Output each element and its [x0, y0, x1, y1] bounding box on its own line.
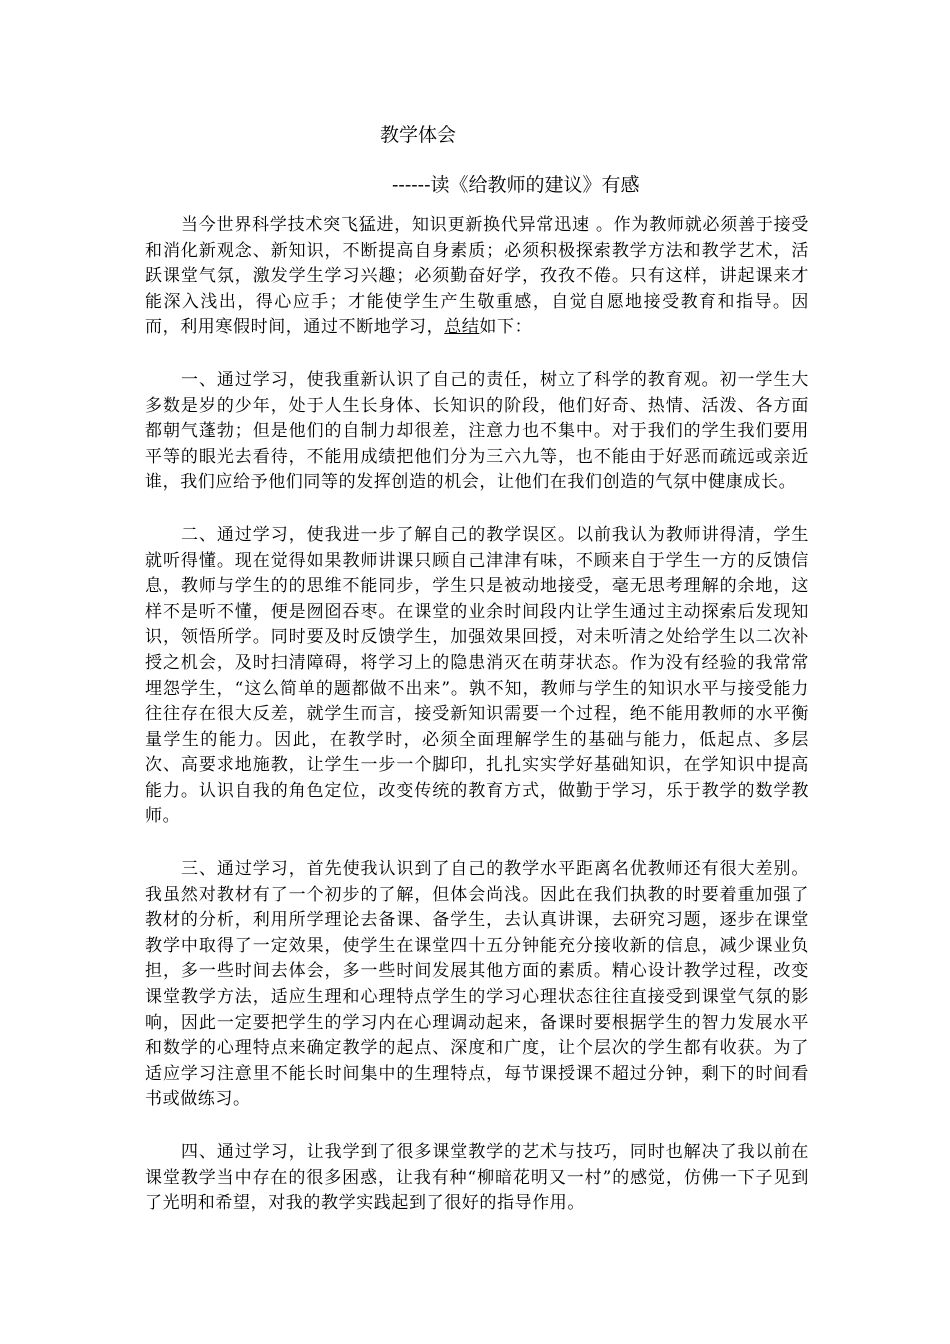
paragraph-2: 二、通过学习，使我进一步了解自己的教学误区。以前我认为教师讲得清，学生就听得懂。现在觉得如果教师讲课只顾自己津津有味，不顾来自于学生一方的反馈信息，教师与学生的的思维不能同步，学生只是被动地接受，毫无思考理解的余地，这样不是听不懂，便是囫囵吞枣。在课堂的业余时间段内让学生通过主动探索后发现知识，领悟所学。同时要及时反馈学生，加强效果回授，对未听清之处给学生以二次补授之机会，及时扫清障碍，将学习上的隐患消灭在萌芽状态。作为没有经验的我常常埋怨学生，“这么简单的题都做不出来”。孰不知，教师与学生的知识水平与接受能力往往存在很大反差，就学生而言，接受新知识需要一个过程，绝不能用教师的水平衡量学生的能力。因此，在教学时，必须全面理解学生的基础与能力，低起点、多层次、高要求地施教，让学生一步一个脚印，扎扎实实学好基础知识，在学知识中提高能力。认识自我的角色定位，改变传统的教育方式，做勤于学习，乐于教学的数学教师。: [145, 524, 809, 827]
intro-paragraph: [145, 213, 809, 341]
document-body: [145, 213, 809, 1244]
underlined-link-text: 总结: [444, 317, 480, 338]
document-subtitle: ------读《给教师的建议》有感: [392, 174, 640, 196]
paragraph-4: 四、通过学习，让我学到了很多课堂教学的艺术与技巧，同时也解决了我以前在课堂教学当中存在的很多困惑，让我有种“柳暗花明又一村”的感觉，仿佛一下子见到了光明和希望，对我的教学实践起到了很好的指导作用。: [145, 1142, 809, 1214]
intro-text: 当今世界科学技术突飞猛进，知识更新换代异常迅速 。作为教师就必须善于接受和消化新观念、新知识，不断提高自身素质；必须积极探索教学方法和教学艺术，活跃课堂气氛，激发学生学习兴趣；必须勤奋好学，孜孜不倦。只有这样，讲起课来才能深入浅出，得心应手；才能使学生产生敬重感，自觉自愿地接受教育和指导。因而，利用寒假时间，通过不断地学习，: [145, 215, 809, 338]
paragraph-1: 一、通过学习，使我重新认识了自己的责任，树立了科学的教育观。初一学生大多数是岁的少年，处于人生长身体、长知识的阶段，他们好奇、热情、活泼、各方面都朝气蓬勃；但是他们的自制力却很差，注意力也不集中。对于我们的学生我们要用平等的眼光去看待，不能用成绩把他们分为三六九等，也不能由于好恶而疏远或亲近谁，我们应给予他们同等的发挥创造的机会，让他们在我们创造的气氛中健康成长。: [145, 369, 809, 493]
paragraph-3: 三、通过学习，首先使我认识到了自己的教学水平距离名优教师还有很大差别。我虽然对教材有了一个初步的了解，但体会尚浅。因此在我们执教的时要着重加强了教材的分析，利用所学理论去备课、备学生，去认真讲课，去研究习题，逐步在课堂教学中取得了一定效果，使学生在课堂四十五分钟能充分接收新的信息，减少课业负担，多一些时间去体会，多一些时间发展其他方面的素质。精心设计教学过程，改变课堂教学方法，适应生理和心理特点学生的学习心理状态往往直接受到课堂气氛的影响，因此一定要把学生的学习内在心理调动起来，备课时要根据学生的智力发展水平和数学的心理特点来确定教学的起点、深度和广度，让个层次的学生都有收获。为了适应学习注意里不能长时间集中的生理特点，每节课授课不超过分钟，剩下的时间看书或做练习。: [145, 859, 809, 1110]
intro-text-end: 如下：: [479, 317, 533, 338]
document-title: 教学体会: [380, 124, 457, 146]
